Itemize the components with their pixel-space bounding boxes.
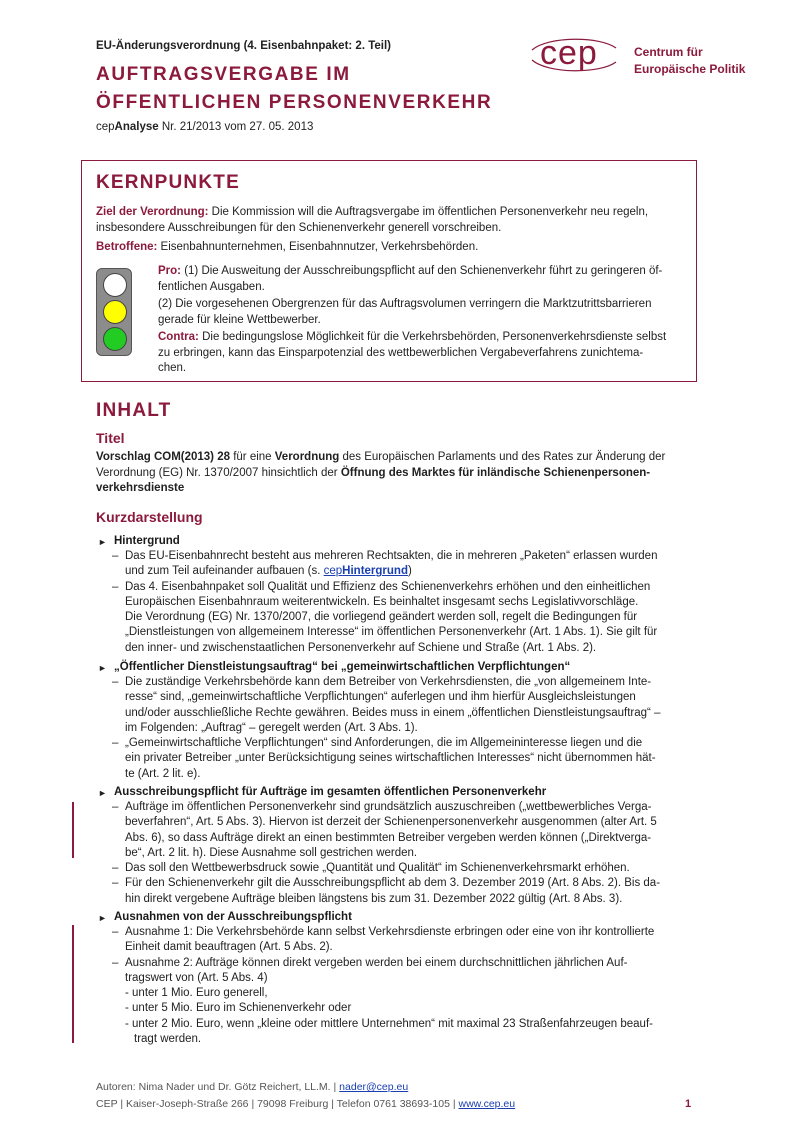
goal-paragraph: Ziel der Verordnung: Die Kommission will die Auftragsvergabe im öffentlichen Personenverkehr neu regeln, insbesondere Ausschreibungen für den Schienenverkehr generell vorschreiben. [96, 206, 649, 234]
change-bar [72, 802, 74, 858]
footer-authors: Autoren: Nima Nader und Dr. Götz Reichert, LL.M. | nader@cep.eu [96, 1081, 409, 1093]
exceptions-list: – Ausnahme 1: Die Verkehrsbehörde kann selbst Verkehrsdienste erbringen oder eine von ihr kontrollierte Einheit damit beauftragen (Art. 5 Abs. 2). – Ausnahme 2: Aufträge können direkt vergeben werden bei einem durchschnittlichen jährlichen Auf- tragswert von (Art. 5 Abs. 4) - unter 1 Mio. Euro generell, - unter 5 Mio. Euro im Schienenverkehr oder - unter 2 Mio. Euro, wenn „kleine oder mittlere Unternehmen“ mit maximal 23 Straßenfahrzeugen beauf- tragt werden. [112, 926, 655, 1046]
page-title-line2: ÖFFENTLICHEN PERSONENVERKEHR [96, 92, 493, 113]
public-service-contract-heading: „Öffentlicher Dienstleistungsauftrag“ bei „gemeinwirtschaftlichen Verpflichtungen“ [114, 661, 571, 673]
exceptions-heading: Ausnahmen von der Ausschreibungspflicht [114, 911, 352, 923]
traffic-light-icon [96, 268, 132, 356]
logo-label-line1: Centrum für [634, 45, 703, 59]
traffic-light-white-icon [103, 273, 127, 297]
bullet-arrow-icon: ► [98, 537, 107, 547]
public-service-contract-list: – Die zuständige Verkehrsbehörde kann dem Betreiber von Verkehrsdiensten, die „von allgemeinem Inte- resse“ sind, „gemeinwirtschaftliche Verpflichtungen“ auferlegen und ihm hierfür Ausgleichsleistungen und/oder ausschließliche Rechte gewähren. Beides muss in einem „öffentlichen Dienstleistungsauftrag“ – im Folgenden: „Auftrag“ – geregelt werden (Art. 3 Abs. 1). – „Gemeinwirtschaftliche Verpflichtungen“ sind Anforderungen, die im Allgemeininteresse liegen und die ein privater Betreiber „unter Berücksichtigung seines wirtschaftlichen Interesses“ nicht übernommen hät- te (Art. 2 lit. e). [112, 676, 661, 780]
key-points-title: KERNPUNKTE [96, 172, 240, 193]
logo: cep [540, 34, 598, 72]
website-link[interactable]: www.cep.eu [458, 1098, 516, 1110]
title-heading: Titel [96, 430, 125, 446]
traffic-light-yellow-icon [103, 300, 127, 324]
bullet-arrow-icon: ► [98, 913, 107, 923]
page-title-line1: AUFTRAGSVERGABE IM [96, 64, 351, 85]
regulation-line: EU-Änderungsverordnung (4. Eisenbahnpaket: 2. Teil) [96, 40, 391, 52]
proposal-title-paragraph: Vorschlag COM(2013) 28 für eine Verordnung des Europäischen Parlaments und des Rates zur Änderung der Verordnung (EG) Nr. 1370/2007 hinsichtlich der Öffnung des Marktes für inländische Schienenpersonen- verkehrsdienste [96, 451, 666, 494]
logo-label-line2: Europäische Politik [634, 62, 746, 76]
pro-paragraph: Pro: (1) Die Ausweitung der Ausschreibungspflicht auf den Schienenverkehr führt zu geringeren öf- fentlichen Ausgaben. (2) Die vorgesehenen Obergrenzen für das Auftragsvolumen verringern die Marktzutrittsbarrieren gerade für kleine Wettbewerber. Contra: Die bedingungslose Möglichkeit für die Verkehrsbehörden, Personenverkehrsdienste selbst zu erbringen, kann das Einsparpotenzial des wettbewerblichen Vergabeverfahrens zunichtema- chen. [158, 265, 667, 374]
bullet-arrow-icon: ► [98, 663, 107, 673]
traffic-light-green-icon [103, 327, 127, 351]
tender-obligation-heading: Ausschreibungspflicht für Aufträge im gesamten öffentlichen Personenverkehr [114, 786, 547, 798]
affected-paragraph: Betroffene: Eisenbahnunternehmen, Eisenbahnnutzer, Verkehrsbehörden. [96, 241, 479, 253]
background-list: – Das EU-Eisenbahnrecht besteht aus mehreren Rechtsakten, die in mehreren „Paketen“ erlassen wurden und zum Teil aufeinander aufbauen (s. cepHintergrund) – Das 4. Eisenbahnpaket soll Qualität und Effizienz des Schienenverkehrs erhöhen und den einheitlichen Europäischen Eisenbahnraum weiterentwickeln. Es beinhaltet insgesamt sechs Legislativvorschläge. Die Verordnung (EG) Nr. 1370/2007, die vorliegend geändert werden soll, regelt die Bedingungen für „Dienstleistungen von allgemeinem Interesse“ im öffentlichen Personenverkehr (Art. 1 Abs. 1). Sie gilt für den inner- und zwischenstaatlichen Personenverkehr auf Schiene und Straße (Art. 1 Abs. 2). [112, 550, 658, 654]
content-title: INHALT [96, 400, 172, 421]
author-email-link[interactable]: nader@cep.eu [339, 1081, 409, 1093]
change-bar [72, 925, 74, 1043]
cep-background-link[interactable]: cepHintergrund [323, 565, 408, 578]
tender-obligation-list: – Aufträge im öffentlichen Personenverkehr sind grundsätzlich auszuschreiben („wettbewerbliches Verga- beverfahren“, Art. 5 Abs. 3). Hiervon ist derzeit der Schienenpersonenverkehr ausgenommen (alter Art. 5 Abs. 6), so dass Aufträge direkt an einen bestimmten Betreiber vergeben werden können („Direktverga- be“, Art. 2 lit. h). Diese Ausnahme soll gestrichen werden. – Das soll den Wettbewerbsdruck sowie „Quantität und Qualität“ im Schienenverkehrsmarkt erhöhen. – Für den Schienenverkehr gilt die Ausschreibungspflicht ab dem 3. Dezember 2019 (Art. 8 Abs. 2). Bis da- hin direkt vergebene Aufträge bleiben längstens bis zum 31. Dezember 2022 gültig (Art. 8 Abs. 3). [112, 801, 661, 905]
background-heading: Hintergrund [114, 535, 180, 547]
page-number: 1 [685, 1098, 692, 1110]
bullet-arrow-icon: ► [98, 788, 107, 798]
footer-address: CEP | Kaiser-Joseph-Straße 266 | 79098 Freiburg | Telefon 0761 38693-105 | www.cep.eu [96, 1098, 516, 1110]
summary-heading: Kurzdarstellung [96, 509, 203, 525]
analyse-reference: cepAnalyse Nr. 21/2013 vom 27. 05. 2013 [96, 121, 314, 133]
